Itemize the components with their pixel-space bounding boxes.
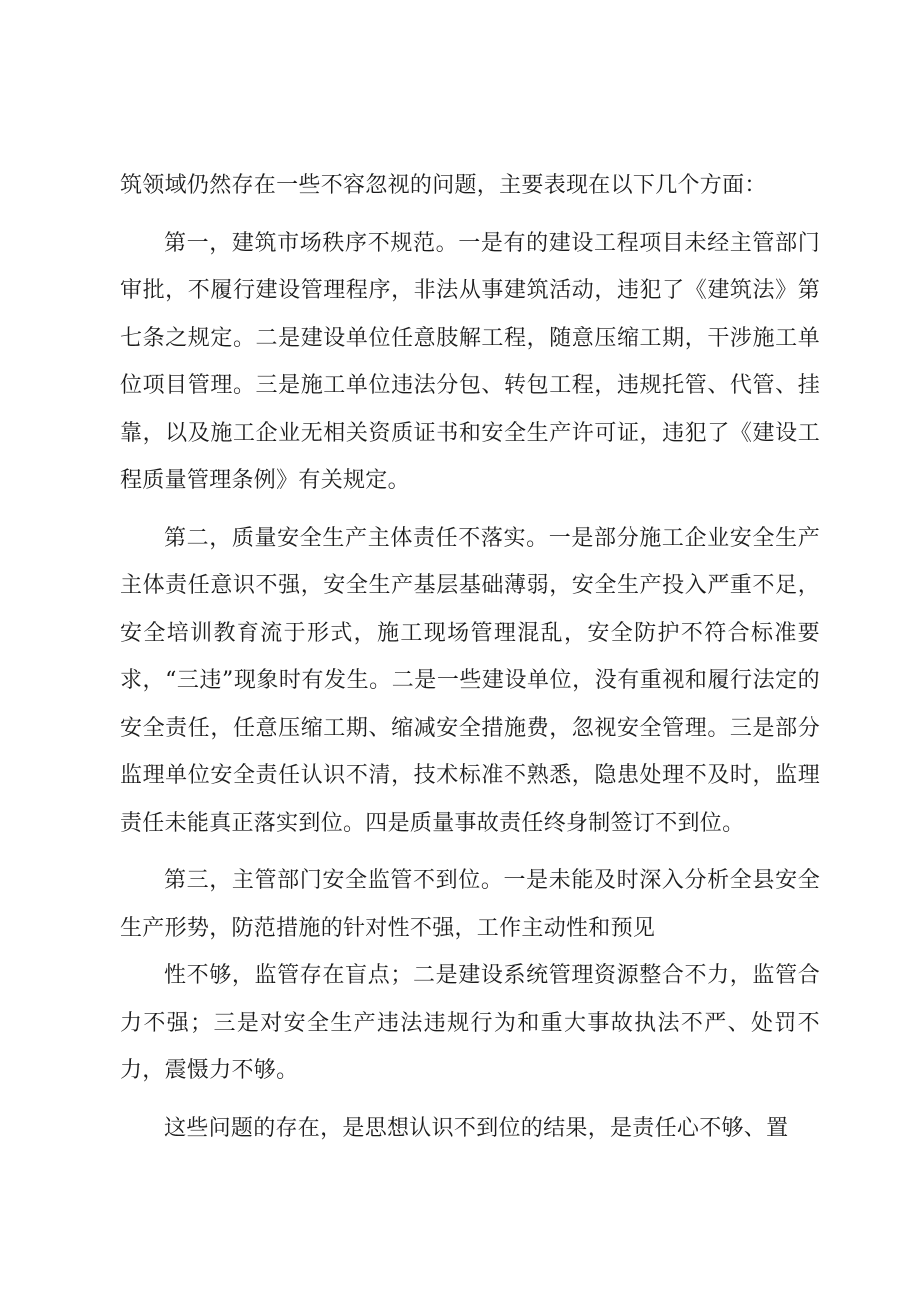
paragraph-supervision-continued: 性不够，监管存在盲点；二是建设系统管理资源整合不力，监管合力不强；三是对安全生产违法违规行为和重大事故执法不严、处罚不力，震慑力不够。 <box>120 963 820 1083</box>
paragraph-intro: 筑领域仍然存在一些不容忽视的问题，主要表现在以下几个方面： <box>120 173 767 198</box>
document-body <box>120 162 820 1162</box>
paragraph-market-order: 第一，建筑市场秩序不规范。一是有的建设工程项目未经主管部门审批，不履行建设管理程序，非法从事建筑活动，违犯了《建筑法》第七条之规定。二是建设单位任意肢解工程，随意压缩工期，干涉施工单位项目管理。三是施工单位违法分包、转包工程，违规托管、代管、挂靠，以及施工企业无相关资质证书和安全生产许可证，违犯了《建设工程质量管理条例》有关规定。 <box>120 230 820 493</box>
paragraph-supervision: 第三，主管部门安全监管不到位。一是未能及时深入分析全县安全生产形势，防范措施的针对性不强，工作主动性和预见 <box>120 868 820 941</box>
paragraph-conclusion: 这些问题的存在，是思想认识不到位的结果，是责任心不够、置 <box>164 1115 789 1141</box>
paragraph-responsibility: 第二，质量安全生产主体责任不落实。一是部分施工企业安全生产主体责任意识不强，安全生产基层基础薄弱，安全生产投入严重不足，安全培训教育流于形式，施工现场管理混乱，安全防护不符合标准要求，“三违”现象时有发生。二是一些建设单位，没有重视和履行法定的安全责任，任意压缩工期、缩减安全措施费，忽视安全管理。三是部分监理单位安全责任认识不清，技术标准不熟悉，隐患处理不及时，监理责任未能真正落实到位。四是质量事故责任终身制签订不到位。 <box>120 525 820 836</box>
